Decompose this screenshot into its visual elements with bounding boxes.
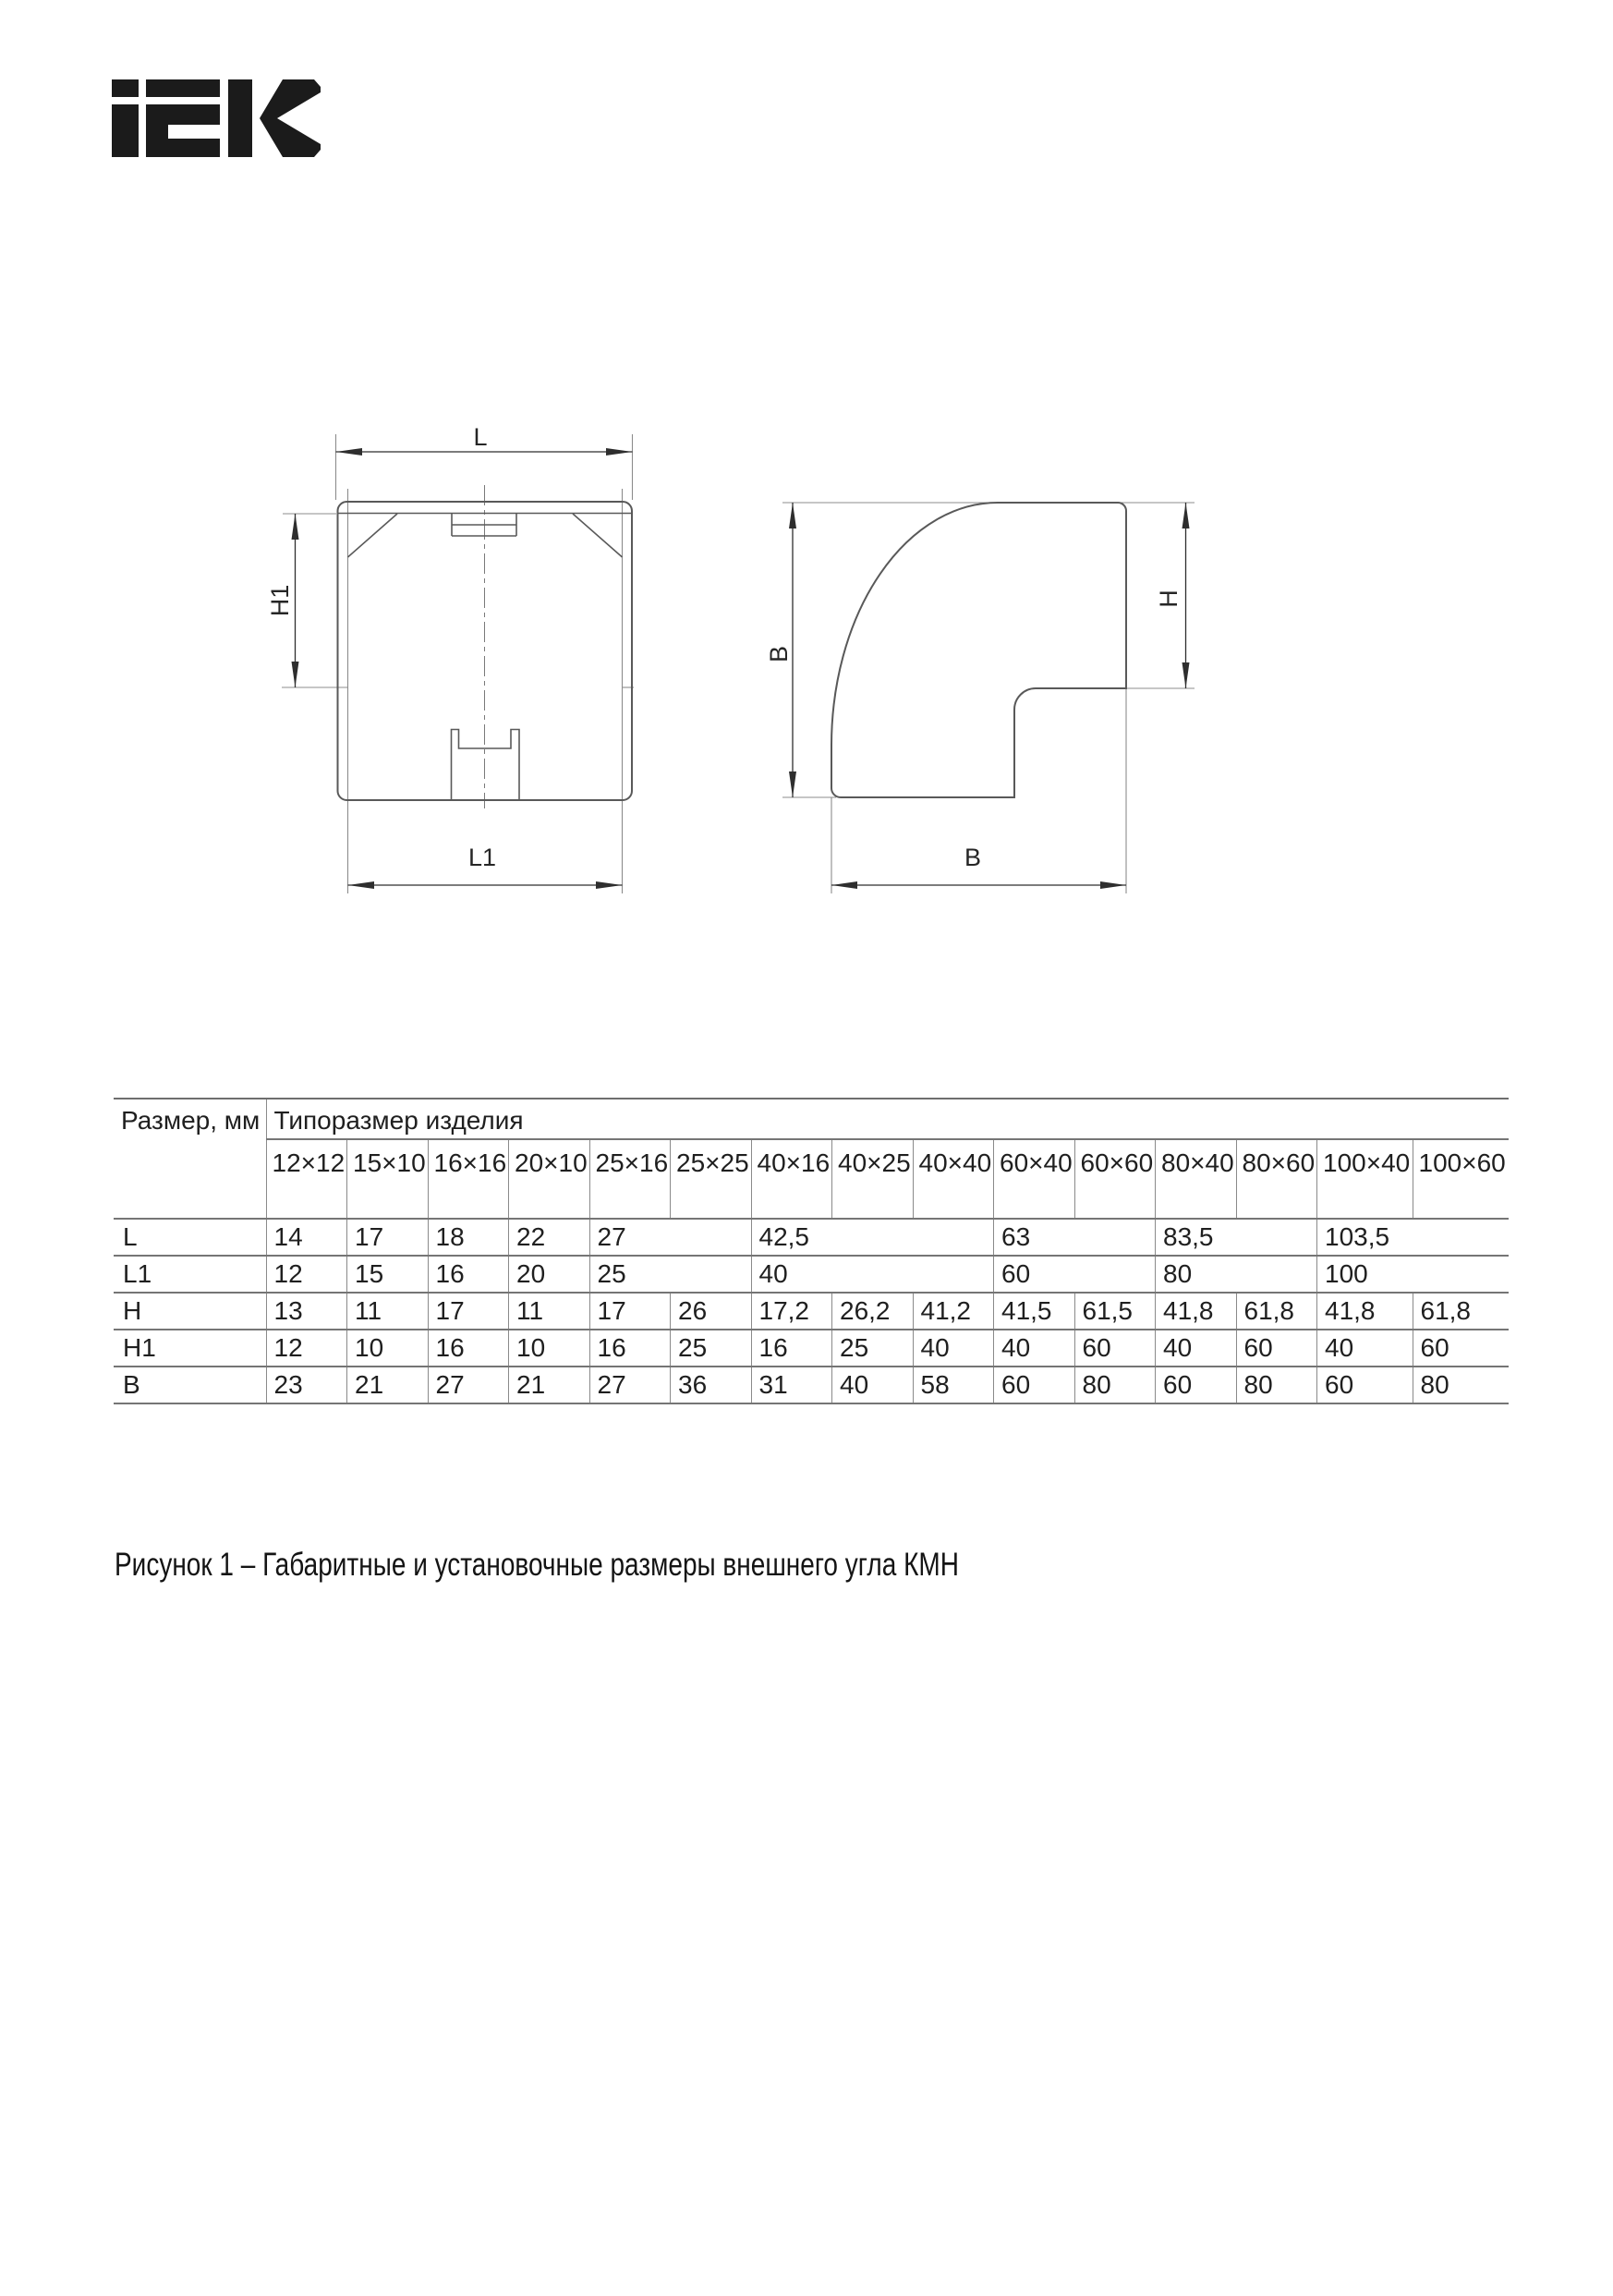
table-cell: 16	[751, 1330, 832, 1367]
front-view-dimension-lines	[296, 452, 633, 885]
table-cell: 40	[994, 1330, 1075, 1367]
table-cell: 60	[1156, 1367, 1237, 1403]
size-col-header: 16×16	[428, 1139, 509, 1219]
table-cell: 17,2	[751, 1293, 832, 1330]
table-cell: 40	[1317, 1330, 1413, 1367]
group-header: Типоразмер изделия	[266, 1099, 1509, 1139]
iek-logo-mark	[112, 79, 321, 157]
row-label: H	[114, 1293, 266, 1330]
table-row-H	[114, 1293, 1509, 1330]
table-cell: 36	[671, 1367, 752, 1403]
dim-label-L: L	[473, 423, 488, 451]
table-cell: 80	[1236, 1367, 1317, 1403]
size-col-header: 20×10	[509, 1139, 590, 1219]
table-cell: 40	[832, 1367, 914, 1403]
table-cell: 41,8	[1156, 1293, 1237, 1330]
table-cell: 25	[832, 1330, 914, 1367]
size-col-header: 60×40	[994, 1139, 1075, 1219]
table-cell: 42,5	[751, 1219, 994, 1256]
table-cell: 80	[1074, 1367, 1156, 1403]
dim-label-B-left: B	[765, 645, 793, 663]
side-view-arrowheads	[789, 503, 1190, 889]
table-cell: 61,8	[1413, 1293, 1509, 1330]
table-cell: 60	[994, 1256, 1156, 1293]
table-cell: 10	[347, 1330, 429, 1367]
table-cell: 60	[1236, 1330, 1317, 1367]
table-cell: 16	[589, 1330, 671, 1367]
table-cell: 11	[347, 1293, 429, 1330]
dim-label-L1: L1	[467, 844, 497, 871]
table-cell: 83,5	[1156, 1219, 1317, 1256]
size-col-header: 100×40	[1317, 1139, 1413, 1219]
table-row-B	[114, 1367, 1509, 1403]
table-cell: 31	[751, 1367, 832, 1403]
side-view-drawing	[765, 503, 1195, 893]
table-cell: 18	[428, 1219, 509, 1256]
table-cell: 41,5	[994, 1293, 1075, 1330]
table-cell: 40	[913, 1330, 994, 1367]
iek-logo	[111, 79, 321, 157]
table-cell: 17	[589, 1293, 671, 1330]
table-cell: 27	[589, 1367, 671, 1403]
table-cell: 100	[1317, 1256, 1509, 1293]
table-cell: 16	[428, 1330, 509, 1367]
table-cell: 14	[266, 1219, 347, 1256]
row-label: B	[114, 1367, 266, 1403]
table-cell: 58	[913, 1367, 994, 1403]
table-cell: 80	[1156, 1256, 1317, 1293]
table-cell: 13	[266, 1293, 347, 1330]
table-cell: 40	[751, 1256, 994, 1293]
size-col-header: 15×10	[347, 1139, 429, 1219]
table-cell: 10	[509, 1330, 590, 1367]
table-cell: 26,2	[832, 1293, 914, 1330]
table-cell: 27	[589, 1219, 751, 1256]
dim-label-H1: H1	[266, 584, 294, 617]
table-cell: 61,5	[1074, 1293, 1156, 1330]
front-view-extension-lines	[282, 434, 634, 893]
table-cell: 80	[1413, 1367, 1509, 1403]
table-row-H1	[114, 1330, 1509, 1367]
table-cell: 41,8	[1317, 1293, 1413, 1330]
table-cell: 16	[428, 1256, 509, 1293]
table-cell: 41,2	[913, 1293, 994, 1330]
figure-caption: Рисунок 1 – Габаритные и установочные размеры внешнего угла КМН	[115, 1547, 959, 1583]
side-view-extension-lines	[782, 503, 1195, 893]
table-cell: 103,5	[1317, 1219, 1509, 1256]
table-cell: 26	[671, 1293, 752, 1330]
dimensions-table	[114, 1098, 1509, 1404]
table-cell: 15	[347, 1256, 429, 1293]
figure-drawings	[0, 416, 1613, 905]
table-cell: 17	[428, 1293, 509, 1330]
table-cell: 25	[671, 1330, 752, 1367]
table-cell: 63	[994, 1219, 1156, 1256]
size-col-header: 60×60	[1074, 1139, 1156, 1219]
table-cell: 17	[347, 1219, 429, 1256]
row-label: L	[114, 1219, 266, 1256]
table-cell: 21	[509, 1367, 590, 1403]
size-col-header: 40×16	[751, 1139, 832, 1219]
table-cell: 22	[509, 1219, 590, 1256]
size-col-header: 40×40	[913, 1139, 994, 1219]
table-cell: 12	[266, 1330, 347, 1367]
table-cell: 60	[1413, 1330, 1509, 1367]
table-cell: 12	[266, 1256, 347, 1293]
table-cell: 60	[1317, 1367, 1413, 1403]
table-cell: 60	[994, 1367, 1075, 1403]
dim-label-B-bottom: B	[964, 844, 982, 871]
table-cell: 25	[589, 1256, 751, 1293]
size-col-header: 40×25	[832, 1139, 914, 1219]
table-row-L	[114, 1219, 1509, 1256]
size-col-header: 12×12	[266, 1139, 347, 1219]
front-view-arrowheads	[292, 448, 633, 889]
row-label: L1	[114, 1256, 266, 1293]
dim-label-H: H	[1155, 589, 1182, 608]
front-view-drawing	[266, 423, 634, 893]
size-col-header: 80×40	[1156, 1139, 1237, 1219]
size-col-header: 25×25	[671, 1139, 752, 1219]
table-cell: 23	[266, 1367, 347, 1403]
size-col-header: 80×60	[1236, 1139, 1317, 1219]
table-cell: 40	[1156, 1330, 1237, 1367]
table-cell: 60	[1074, 1330, 1156, 1367]
table-row-L1	[114, 1256, 1509, 1293]
table-cell: 11	[509, 1293, 590, 1330]
size-col-header: 25×16	[589, 1139, 671, 1219]
size-col-header: 100×60	[1413, 1139, 1509, 1219]
table-cell: 20	[509, 1256, 590, 1293]
table-cell: 21	[347, 1367, 429, 1403]
table-header-row	[114, 1099, 1509, 1139]
row-label: H1	[114, 1330, 266, 1367]
side-view-outline	[831, 503, 1126, 797]
row-header-title: Размер, мм	[114, 1099, 266, 1219]
table-cell: 61,8	[1236, 1293, 1317, 1330]
table-cell: 27	[428, 1367, 509, 1403]
table-size-row	[114, 1139, 1509, 1219]
